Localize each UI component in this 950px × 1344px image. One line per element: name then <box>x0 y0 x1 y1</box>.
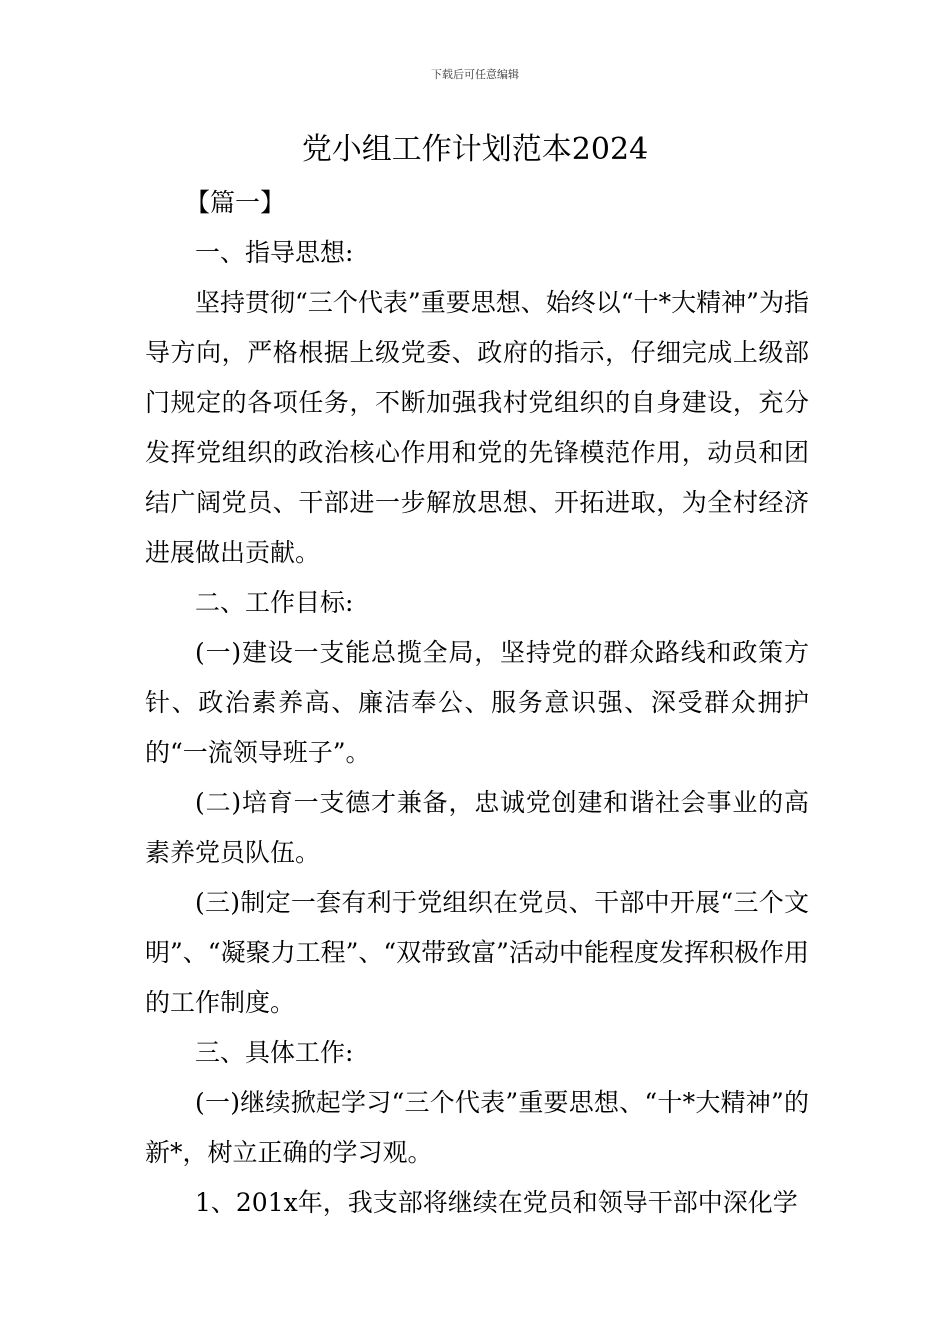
paragraph-goal-2: (二)培育一支德才兼备，忠诚党创建和谐社会事业的高素养党员队伍。 <box>145 788 809 867</box>
paragraph-guiding-ideology: 坚持贯彻“三个代表”重要思想、始终以“十*大精神”为指导方向，严格根据上级党委、政府的指示，仔细完成上级部门规定的各项任务，不断加强我村党组织的自身建设，充分发挥党组织的政治核心作用和党的先锋模范作用，动员和团结广阔党员、干部进一步解放思想、开拓进取，为全村经济进展做出贡献。 <box>145 288 809 567</box>
heading-work-goals: 二、工作目标: <box>195 588 354 617</box>
paragraph-goal-1: (一)建设一支能总揽全局，坚持党的群众路线和政策方针、政治素养高、廉洁奉公、服务意识强、深受群众拥护的“一流领导班子”。 <box>145 638 809 767</box>
document-title: 党小组工作计划范本2024 <box>301 132 649 167</box>
paragraph-work-1-item-1: 1、201x年，我支部将继续在党员和领导干部中深化学 <box>195 1188 798 1217</box>
header-note: 下载后可任意编辑 <box>431 68 519 81</box>
heading-guiding-ideology: 一、指导思想: <box>195 238 354 267</box>
paragraph-work-1: (一)继续掀起学习“三个代表”重要思想、“十*大精神”的新*，树立正确的学习观。 <box>145 1088 809 1167</box>
paragraph-goal-3: (三)制定一套有利于党组织在党员、干部中开展“三个文明”、“凝聚力工程”、“双带致富”活动中能程度发挥积极作用的工作制度。 <box>145 888 809 1017</box>
heading-specific-work: 三、具体工作: <box>195 1038 354 1067</box>
document-body <box>145 178 809 1228</box>
section-marker: 【篇一】 <box>185 188 286 217</box>
